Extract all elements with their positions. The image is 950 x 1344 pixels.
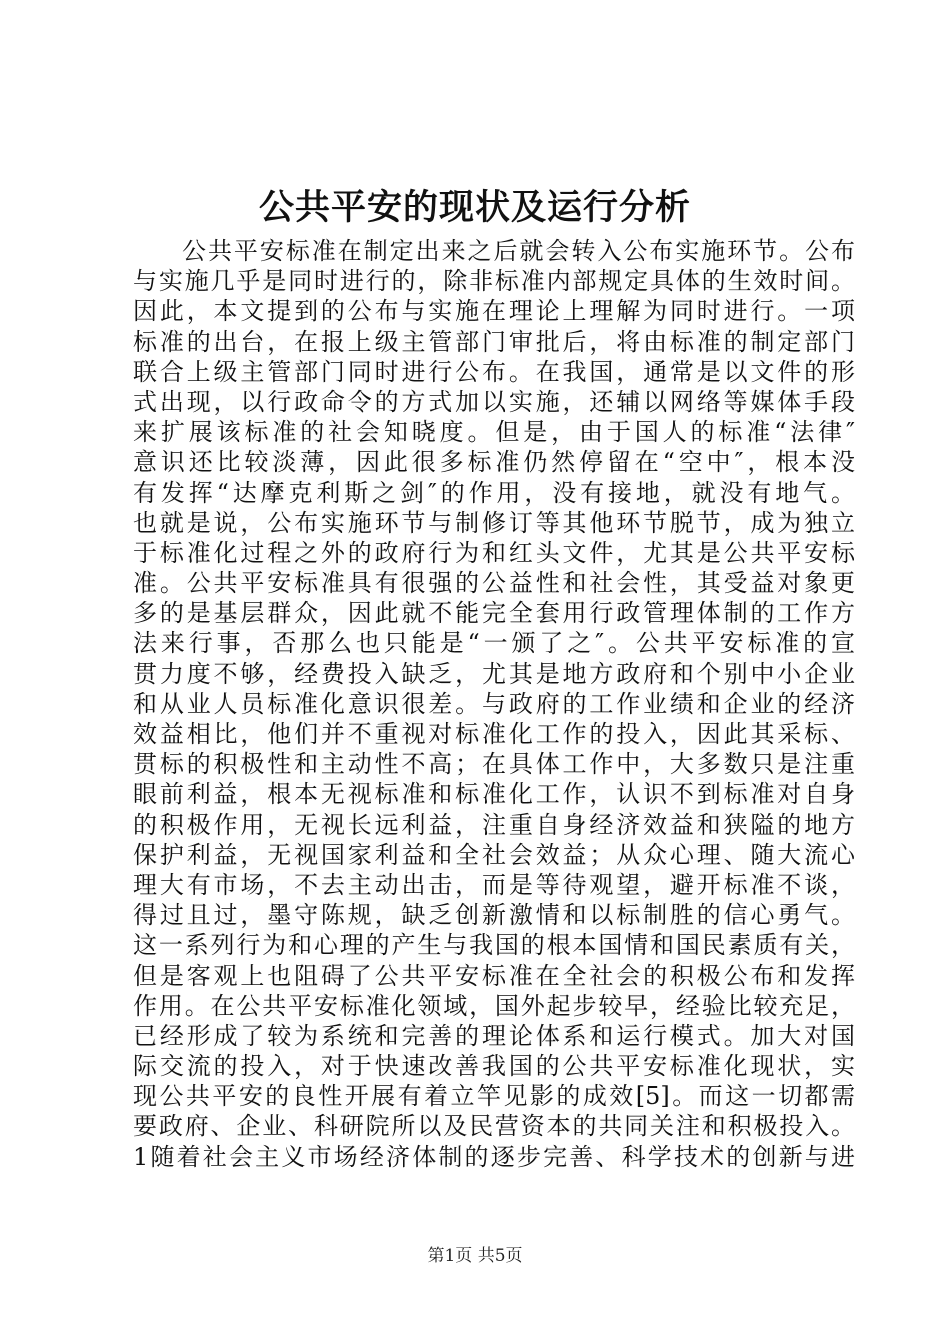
text-line: 效益相比，他们并不重视对标准化工作的投入，因此其采标、 bbox=[133, 720, 855, 748]
text-line: 和从业人员标准化意识很差。与政府的工作业绩和企业的经济 bbox=[133, 689, 855, 718]
text-line: 与实施几乎是同时进行的，除非标准内部规定具体的生效时间。 bbox=[133, 267, 855, 296]
text-line: 得过且过，墨守陈规，缺乏创新激情和以标制胜的信心勇气。 bbox=[133, 901, 855, 930]
text-line: 现公共平安的良性开展有着立竿见影的成效[5]。而这一切都需 bbox=[133, 1082, 855, 1111]
text-line: 于标准化过程之外的政府行为和红头文件，尤其是公共平安标 bbox=[133, 538, 855, 567]
text-line: 因此，本文提到的公布与实施在理论上理解为同时进行。一项 bbox=[133, 297, 855, 326]
text-line: 已经形成了较为系统和完善的理论体系和运行模式。加大对国 bbox=[133, 1021, 855, 1050]
page-title: 公共平安的现状及运行分析 bbox=[258, 187, 691, 228]
text-line: 式出现，以行政命令的方式加以实施，还辅以网络等媒体手段 bbox=[133, 387, 855, 416]
text-line: 联合上级主管部门同时进行公布。在我国，通常是以文件的形 bbox=[133, 357, 855, 386]
text-line: 1随着社会主义市场经济体制的逐步完善、科学技术的创新与进 bbox=[133, 1142, 855, 1171]
text-line: 意识还比较淡薄，因此很多标准仍然停留在“空中″，根本没 bbox=[133, 448, 855, 477]
text-line: 际交流的投入，对于快速改善我国的公共平安标准化现状，实 bbox=[133, 1052, 855, 1081]
text-line: 贯标的积极性和主动性不高；在具体工作中，大多数只是注重 bbox=[133, 750, 855, 779]
text-line: 眼前利益，根本无视标准和标准化工作，认识不到标准对自身 bbox=[133, 780, 855, 809]
text-line: 作用。在公共平安标准化领域，国外起步较早，经验比较充足， bbox=[133, 991, 855, 1020]
text-line: 保护利益，无视国家利益和全社会效益；从众心理、随大流心 bbox=[133, 840, 855, 869]
text-line: 法来行事，否那么也只能是“一颁了之″。公共平安标准的宣 bbox=[133, 629, 855, 658]
body-paragraph bbox=[133, 236, 855, 1172]
page-number-footer: 第1页 共5页 bbox=[427, 1246, 523, 1266]
text-line: 来扩展该标准的社会知晓度。但是，由于国人的标准“法律″ bbox=[133, 418, 855, 447]
text-line: 要政府、企业、科研院所以及民营资本的共同关注和积极投入。 bbox=[133, 1112, 855, 1141]
text-line: 但是客观上也阻碍了公共平安标准在全社会的积极公布和发挥 bbox=[133, 961, 855, 990]
text-line: 贯力度不够，经费投入缺乏，尤其是地方政府和个别中小企业 bbox=[133, 659, 855, 688]
text-line: 这一系列行为和心理的产生与我国的根本国情和国民素质有关， bbox=[133, 931, 855, 960]
text-line: 准。公共平安标准具有很强的公益性和社会性，其受益对象更 bbox=[133, 569, 855, 598]
text-line: 公共平安标准在制定出来之后就会转入公布实施环节。公布 bbox=[182, 237, 855, 265]
text-line: 的积极作用，无视长远利益，注重自身经济效益和狭隘的地方 bbox=[133, 810, 855, 839]
text-line: 也就是说，公布实施环节与制修订等其他环节脱节，成为独立 bbox=[133, 508, 855, 537]
text-line: 标准的出台，在报上级主管部门审批后，将由标准的制定部门 bbox=[133, 327, 855, 356]
text-line: 有发挥“达摩克利斯之剑″的作用，没有接地，就没有地气。 bbox=[133, 478, 855, 507]
text-line: 多的是基层群众，因此就不能完全套用行政管理体制的工作方 bbox=[133, 599, 855, 628]
text-line: 理大有市场，不去主动出击，而是等待观望，避开标准不谈， bbox=[133, 870, 855, 899]
